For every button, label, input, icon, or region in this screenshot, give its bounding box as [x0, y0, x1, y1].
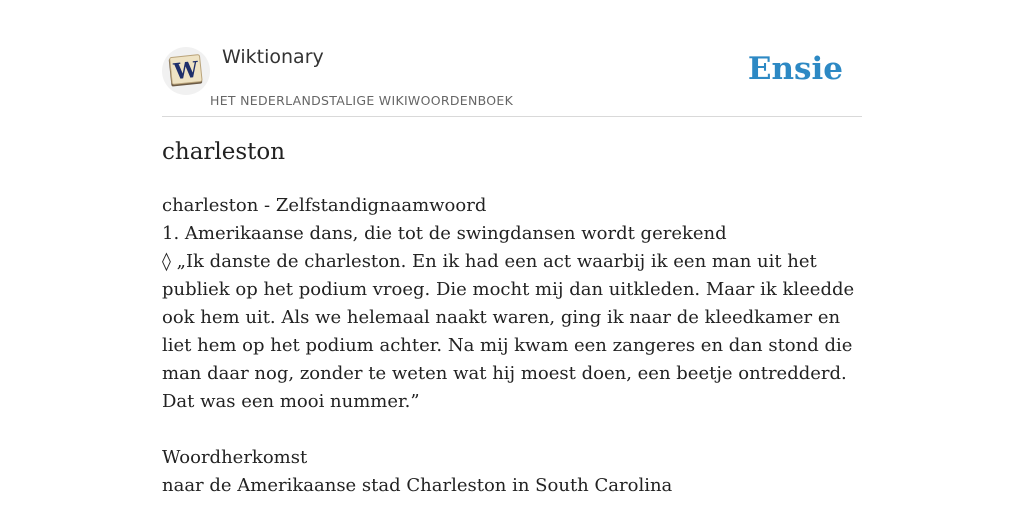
page-title: charleston [162, 139, 286, 165]
definition: 1. Amerikaanse dans, die tot de swingdansen wordt gerekend [162, 223, 727, 244]
entry-content [162, 192, 862, 500]
logo-tile [162, 47, 210, 95]
part-of-speech-line: charleston - Zelfstandignaamwoord [162, 195, 487, 216]
wiktionary-logo-icon[interactable] [162, 47, 210, 95]
etymology-text: naar de Amerikaanse stad Charleston in South Carolina [162, 475, 673, 496]
site-header [162, 40, 862, 117]
site-name[interactable]: Wiktionary [222, 46, 324, 68]
example-quote: ◊ „Ik danste de charleston. En ik had een act waarbij ik een man uit het publiek op het podium vroeg. Die mocht mij dan uitkleden. Maar ik kleedde ook hem uit. Als we helemaal naakt waren, ging ik naar de kleedkamer en liet hem op het podium achter. Na mij kwam een zangeres en dan stond die man daar nog, zonder te weten wat hij moest doen, een beetje ontredderd. Dat was een mooi nummer.” [162, 251, 855, 412]
ensie-brand-link[interactable]: Ensie [747, 51, 843, 87]
section-spacer [162, 416, 862, 444]
logo-letter: W [172, 56, 200, 86]
etymology-heading: Woordherkomst [162, 447, 308, 468]
site-tagline: HET NEDERLANDSTALIGE WIKIWOORDENBOEK [210, 93, 514, 108]
